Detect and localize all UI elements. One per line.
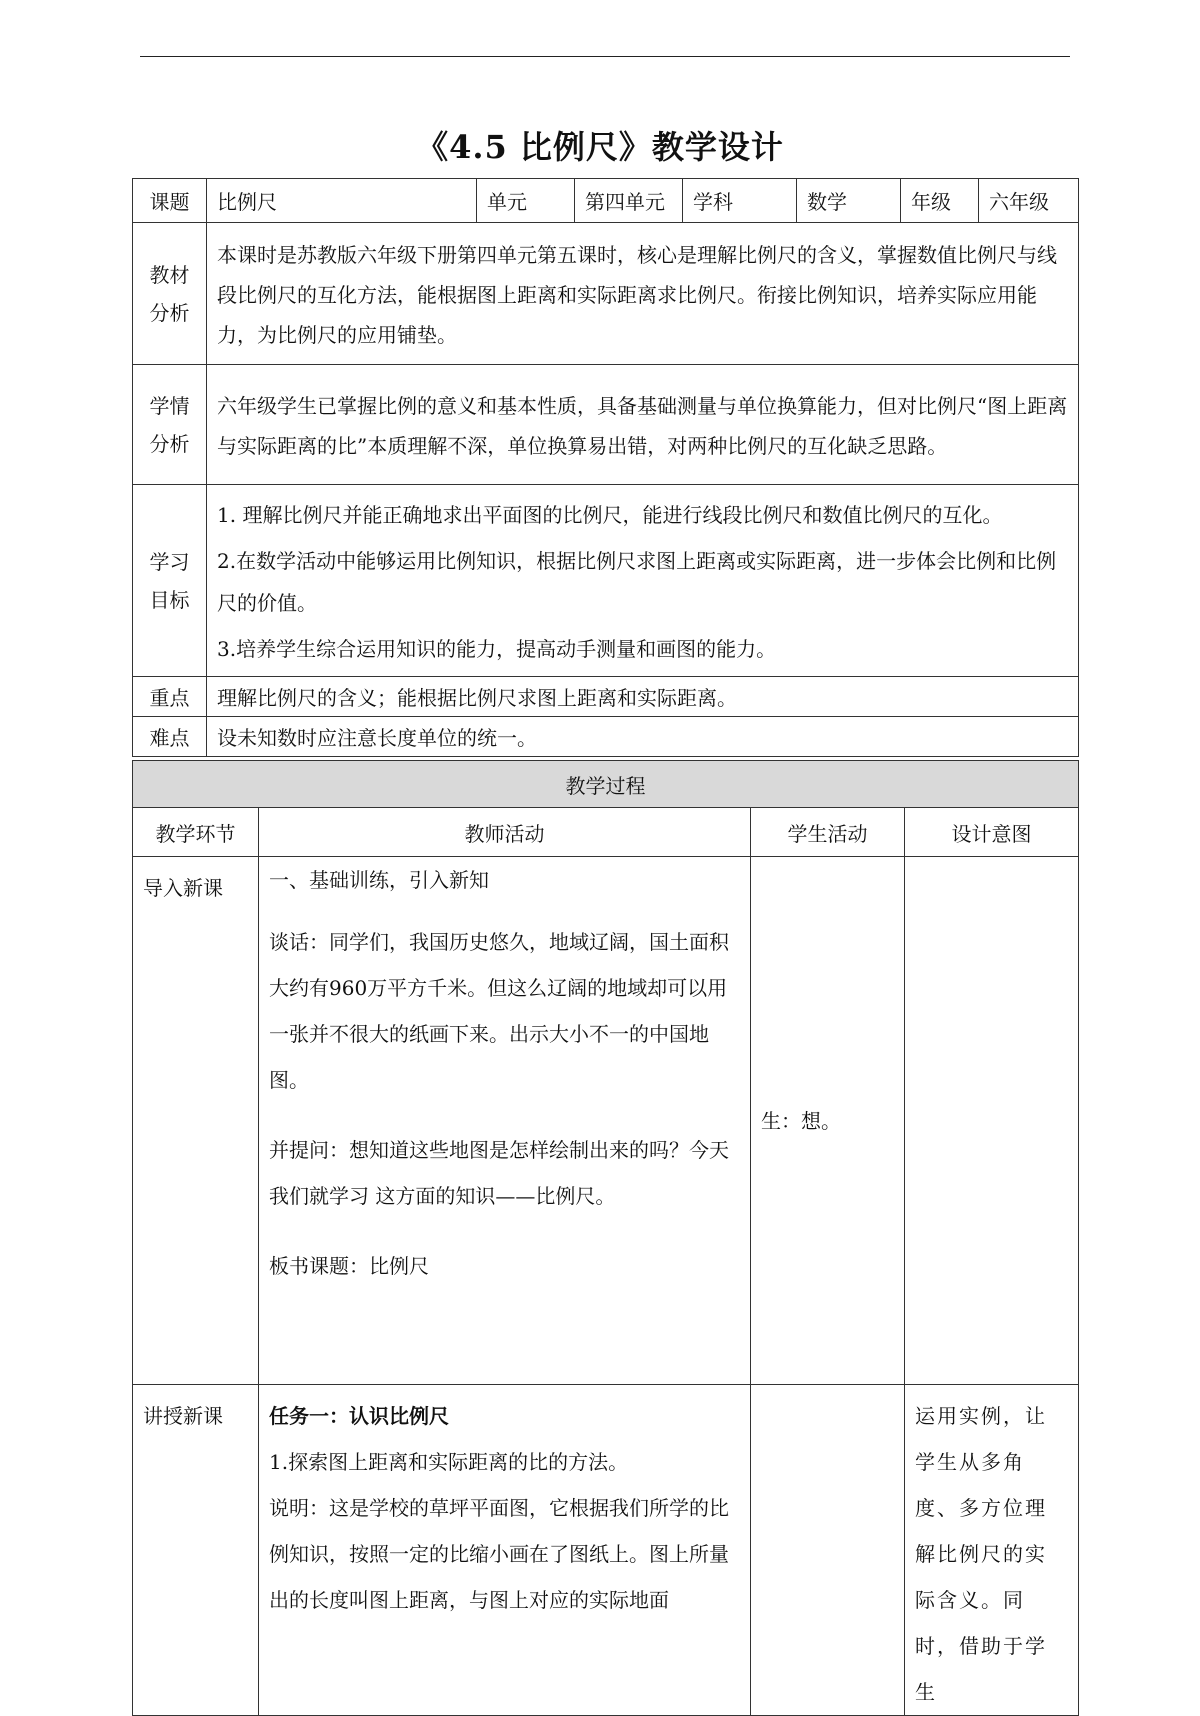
teacher-activity-paragraph: 并提问：想知道这些地图是怎样绘制出来的吗？今天我们就学习 这方面的知识——比例尺。 [269,1138,729,1208]
column-header-teacher: 教师活动 [259,808,751,857]
stage-cell: 导入新课 [133,857,259,1385]
key-point-label: 重点 [133,677,207,717]
task-heading: 任务一：认识比例尺 [269,1404,449,1428]
key-point-text: 理解比例尺的含义；能根据比例尺求图上距离和实际距离。 [207,677,1079,717]
design-intent-cell [905,857,1079,1385]
student-activity-cell [751,1385,905,1716]
difficulty-label: 难点 [133,717,207,757]
teacher-activity-paragraph: 板书课题：比例尺 [269,1254,429,1278]
goal-item: 3.培养学生综合运用知识的能力，提高动手测量和画图的能力。 [217,636,777,661]
topic-label: 课题 [133,179,207,223]
table-row [133,857,1079,1385]
lesson-info-table [132,178,1079,757]
header-rule [140,56,1070,57]
column-header-intent: 设计意图 [905,808,1079,857]
subject-value: 数学 [797,179,901,223]
unit-label: 单元 [477,179,575,223]
process-header: 教学过程 [133,761,1079,808]
grade-label: 年级 [901,179,979,223]
student-analysis-text: 六年级学生已掌握比例的意义和基本性质，具备基础测量与单位换算能力，但对比例尺“图上距离与实际距离的比”本质理解不深，单位换算易出错，对两种比例尺的互化缺乏思路。 [207,365,1079,485]
teacher-activity-cell [259,1385,751,1716]
teacher-activity-paragraph: 谈话：同学们，我国历史悠久，地域辽阔，国土面积大约有960万平方千米。但这么辽阔的地域却可以用一张并不很大的纸画下来。出示大小不一的中国地图。 [269,930,729,1092]
teacher-activity-heading: 一、基础训练，引入新知 [269,868,489,892]
student-activity-cell: 生：想。 [751,857,905,1385]
column-header-student: 学生活动 [751,808,905,857]
subject-label: 学科 [683,179,797,223]
difficulty-text: 设未知数时应注意长度单位的统一。 [207,717,1079,757]
column-header-stage: 教学环节 [133,808,259,857]
textbook-analysis-label: 教材 分析 [133,223,207,365]
document-title: 《4.5 比例尺》教学设计 [416,128,784,166]
table-row [133,1385,1079,1716]
grade-value: 六年级 [979,179,1079,223]
learning-goals-label: 学习 目标 [133,485,207,677]
topic-value: 比例尺 [207,179,477,223]
teacher-activity-paragraph: 说明：这是学校的草坪平面图，它根据我们所学的比例知识，按照一定的比缩小画在了图纸上。图上所量出的长度叫图上距离，与图上对应的实际地面 [269,1496,729,1612]
learning-goals-list [207,485,1079,677]
stage-cell: 讲授新课 [133,1385,259,1716]
goal-item: 2.在数学活动中能够运用比例知识，根据比例尺求图上距离或实际距离，进一步体会比例和比例尺的价值。 [217,548,1057,615]
design-intent-cell: 运用实例，让学生从多角度、多方位理解比例尺的实际含义。同时，借助于学生 [905,1385,1079,1716]
unit-value: 第四单元 [575,179,683,223]
teacher-activity-cell [259,857,751,1385]
goal-item: 1. 理解比例尺并能正确地求出平面图的比例尺，能进行线段比例尺和数值比例尺的互化。 [217,502,1003,527]
student-analysis-label: 学情 分析 [133,365,207,485]
teacher-activity-paragraph: 1.探索图上距离和实际距离的比的方法。 [269,1450,629,1474]
teaching-process-table [132,760,1079,1716]
textbook-analysis-text: 本课时是苏教版六年级下册第四单元第五课时，核心是理解比例尺的含义，掌握数值比例尺与线段比例尺的互化方法，能根据图上距离和实际距离求比例尺。衔接比例知识，培养实际应用能力，为比例尺的应用铺垫。 [207,223,1079,365]
